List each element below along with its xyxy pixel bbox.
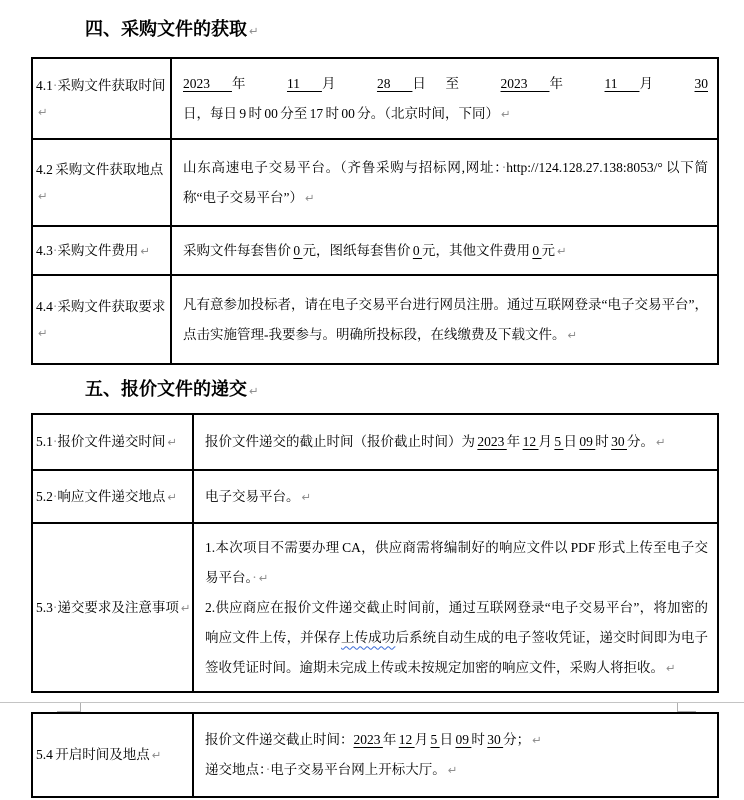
- paragraph: [205, 755, 708, 785]
- text-run: 5.2: [36, 488, 53, 504]
- text-run: 日至: [412, 75, 501, 91]
- text-run: 月: [414, 732, 431, 747]
- text-run: 分；: [503, 732, 531, 747]
- text-run: 4.1: [36, 77, 53, 93]
- paragraph: [183, 153, 708, 213]
- space-mark: ·: [252, 569, 257, 585]
- row-label-5-3[interactable]: [33, 524, 194, 691]
- text-run: 4.3: [36, 242, 53, 258]
- table-row-5-4: [33, 714, 717, 796]
- row-content-4-4[interactable]: [172, 276, 717, 363]
- text-run: 年: [549, 75, 605, 91]
- text-run: 30: [694, 75, 708, 91]
- space-mark: ·: [265, 762, 271, 777]
- text-run: 时: [595, 434, 612, 449]
- text-run: 0: [412, 242, 422, 258]
- row-label-4-1[interactable]: [33, 59, 172, 138]
- table-row-5-2: [33, 469, 717, 522]
- text-run: 0: [532, 242, 542, 258]
- paragraph-mark: ↵: [301, 489, 312, 504]
- heading-text: 四、采购文件的获取: [85, 19, 247, 39]
- text-run: 元: [541, 242, 555, 258]
- text-run: 上传成功: [340, 629, 396, 645]
- heading-text: 五、报价文件的递交: [85, 379, 247, 399]
- text-run: 0: [293, 242, 303, 258]
- text-run: 年: [382, 732, 399, 747]
- label-paragraph: [36, 157, 169, 209]
- paragraph-mark: ↵: [167, 435, 178, 449]
- text-run: 12: [398, 732, 415, 747]
- text-run: 日: [439, 732, 456, 747]
- row-content-5-4[interactable]: [194, 714, 717, 796]
- label-paragraph: [36, 238, 169, 264]
- text-run: 5.4 开启时间及地点: [36, 747, 150, 762]
- row-content-5-1[interactable]: [194, 415, 717, 469]
- quotation-submission-table-part1: [31, 413, 719, 693]
- text-run: 电子交易平台网上开标大厅。: [270, 762, 446, 777]
- row-label-5-4[interactable]: [33, 714, 194, 796]
- text-run: 30: [611, 434, 627, 449]
- label-paragraph: [36, 294, 169, 346]
- text-run: 时: [471, 732, 488, 747]
- text-run: 2023: [477, 434, 507, 449]
- paragraph-mark: ↵: [258, 570, 269, 585]
- paragraph: [183, 236, 708, 266]
- page-break-right-mark: [677, 703, 696, 712]
- text-run: 后系统自动生成的电子签收凭证，递交时间即为电子签收凭证时间。逾期未完成上传或未按规定加密的响应文件，采购人将拒收。: [205, 629, 709, 675]
- paragraph-mark: ↵: [180, 600, 191, 615]
- space-mark: ·: [52, 434, 58, 449]
- section-heading-5: [85, 376, 719, 404]
- text-run: 2023: [500, 75, 550, 91]
- text-run: http://124.128.27.138:8053/°: [506, 159, 663, 175]
- label-paragraph: [36, 595, 191, 621]
- row-content-4-2[interactable]: [172, 140, 717, 225]
- paragraph-mark: ↵: [249, 384, 259, 398]
- paragraph-mark: ↵: [38, 188, 48, 203]
- paragraph: [205, 427, 708, 457]
- text-run: 响应文件递交地点: [57, 488, 166, 504]
- text-run: 12: [522, 434, 539, 449]
- row-content-5-2[interactable]: [194, 471, 717, 522]
- paragraph-mark: ↵: [557, 243, 567, 258]
- text-run: 山东高速电子交易平台。（齐鲁采购与招标网,网址：: [183, 159, 502, 175]
- text-run: 日: [563, 434, 580, 449]
- page-break-left-mark: [57, 703, 81, 712]
- paragraph-mark: ↵: [249, 24, 259, 38]
- paragraph: [205, 482, 708, 512]
- text-run: 2023: [353, 732, 383, 747]
- paragraph-mark: ↵: [447, 763, 458, 777]
- text-run: 月: [639, 75, 695, 91]
- section-heading-4: [85, 16, 719, 44]
- paragraph-mark: ↵: [304, 190, 315, 205]
- text-run: 的响应文件上传，并保存: [205, 599, 708, 645]
- paragraph-mark: ↵: [151, 748, 162, 762]
- paragraph-mark: ↵: [140, 243, 151, 258]
- space-mark: ·: [52, 488, 58, 504]
- text-run: 报价文件递交时间: [57, 434, 166, 449]
- text-run: 年: [231, 75, 287, 91]
- text-run: 年: [506, 434, 523, 449]
- text-run: 2023: [183, 75, 232, 91]
- text-run: 报价文件递交截止时间：: [205, 732, 354, 747]
- text-run: 报价文件递交的截止时间（报价截止时间）为: [205, 434, 478, 449]
- paragraph-mark: ↵: [38, 325, 48, 340]
- text-run: 09: [579, 434, 596, 449]
- page-break-line: [0, 702, 744, 703]
- table-row-4-4: [33, 274, 717, 363]
- text-run: 递交地点：: [205, 762, 266, 777]
- row-label-4-3[interactable]: [33, 227, 172, 274]
- row-content-4-1[interactable]: [172, 59, 717, 138]
- table-row-5-1: [33, 415, 717, 469]
- text-run: 凡有意参加投标者，请在电子交易平台进行网员注册。通过互联网登录“电子交易平台”，点击实施管理-我要参与。明确所投标段，在线缴费及下载文件。: [183, 296, 708, 342]
- paragraph: [183, 290, 708, 350]
- text-run: 元，其他文件费用: [422, 242, 533, 258]
- text-run: 分。: [627, 434, 654, 449]
- procurement-document-acquisition-table: [31, 57, 719, 365]
- label-paragraph: [36, 73, 169, 125]
- text-run: 采购文件每套售价: [183, 242, 294, 258]
- text-run: 28: [376, 75, 413, 91]
- paragraph-mark: ↵: [167, 489, 178, 504]
- paragraph: [205, 725, 708, 755]
- paragraph: [205, 533, 708, 593]
- table-row-5-3: [33, 522, 717, 691]
- text-run: 递交要求及注意事项: [57, 599, 179, 615]
- text-run: 5.1: [36, 434, 53, 449]
- page-break-indicator: [0, 693, 744, 712]
- space-mark: ·: [52, 599, 58, 615]
- text-run: 30: [487, 732, 504, 747]
- row-content-4-3[interactable]: [172, 227, 717, 274]
- text-run: 电子交易平台。: [205, 488, 300, 504]
- label-paragraph: [36, 429, 191, 455]
- text-run: 2.供应商应在报价文件递交截止时间前，通过互联网登录“电子交易平台”，将加密: [205, 599, 695, 615]
- text-run: 09: [455, 732, 472, 747]
- space-mark: ·: [52, 298, 58, 314]
- table-row-4-2: [33, 138, 717, 225]
- paragraph-mark: ↵: [501, 106, 511, 121]
- paragraph-mark: ↵: [666, 660, 676, 675]
- table-row-4-3: [33, 225, 717, 274]
- text-run: 5.3: [36, 599, 53, 615]
- text-run: 1.本次项目不需要办理 CA，供应商需将编制好的响应文件以 PDF 形式上传至电子交易平台。: [205, 539, 708, 585]
- text-run: 11: [604, 75, 640, 91]
- text-run: 采购文件获取要求: [57, 298, 166, 314]
- label-paragraph: [36, 742, 191, 768]
- paragraph-mark: ↵: [38, 104, 48, 119]
- text-run: 11: [286, 75, 322, 91]
- text-run: 4.2 采购文件获取地点: [36, 161, 164, 177]
- row-label-4-2[interactable]: [33, 140, 172, 225]
- text-run: 月: [321, 75, 377, 91]
- paragraph-mark: ↵: [656, 435, 666, 449]
- text-run: 元，图纸每套售价: [302, 242, 413, 258]
- space-mark: ·: [52, 77, 58, 93]
- space-mark: ·: [501, 159, 507, 175]
- paragraph-mark: ↵: [567, 327, 578, 342]
- paragraph: [183, 69, 708, 129]
- text-run: 采购文件获取时间: [57, 77, 166, 93]
- text-run: 采购文件费用: [57, 242, 139, 258]
- row-label-4-4[interactable]: [33, 276, 172, 363]
- row-label-5-1[interactable]: [33, 415, 194, 469]
- table-row-4-1: [33, 59, 717, 138]
- row-content-5-3[interactable]: [194, 524, 717, 691]
- text-run: 日，每日 9 时 00 分至 17 时 00 分。（北京时间，下同）: [183, 105, 499, 121]
- text-run: 5: [430, 732, 440, 747]
- label-paragraph: [36, 484, 191, 510]
- paragraph-mark: ↵: [532, 733, 542, 747]
- text-run: 月: [538, 434, 555, 449]
- text-run: 以下简称“电子交易平台”）: [183, 159, 709, 205]
- quotation-submission-table-part2: [31, 712, 719, 798]
- space-mark: ·: [52, 242, 58, 258]
- row-label-5-2[interactable]: [33, 471, 194, 522]
- paragraph: [205, 593, 708, 683]
- text-run: 5: [554, 434, 564, 449]
- text-run: 4.4: [36, 298, 53, 314]
